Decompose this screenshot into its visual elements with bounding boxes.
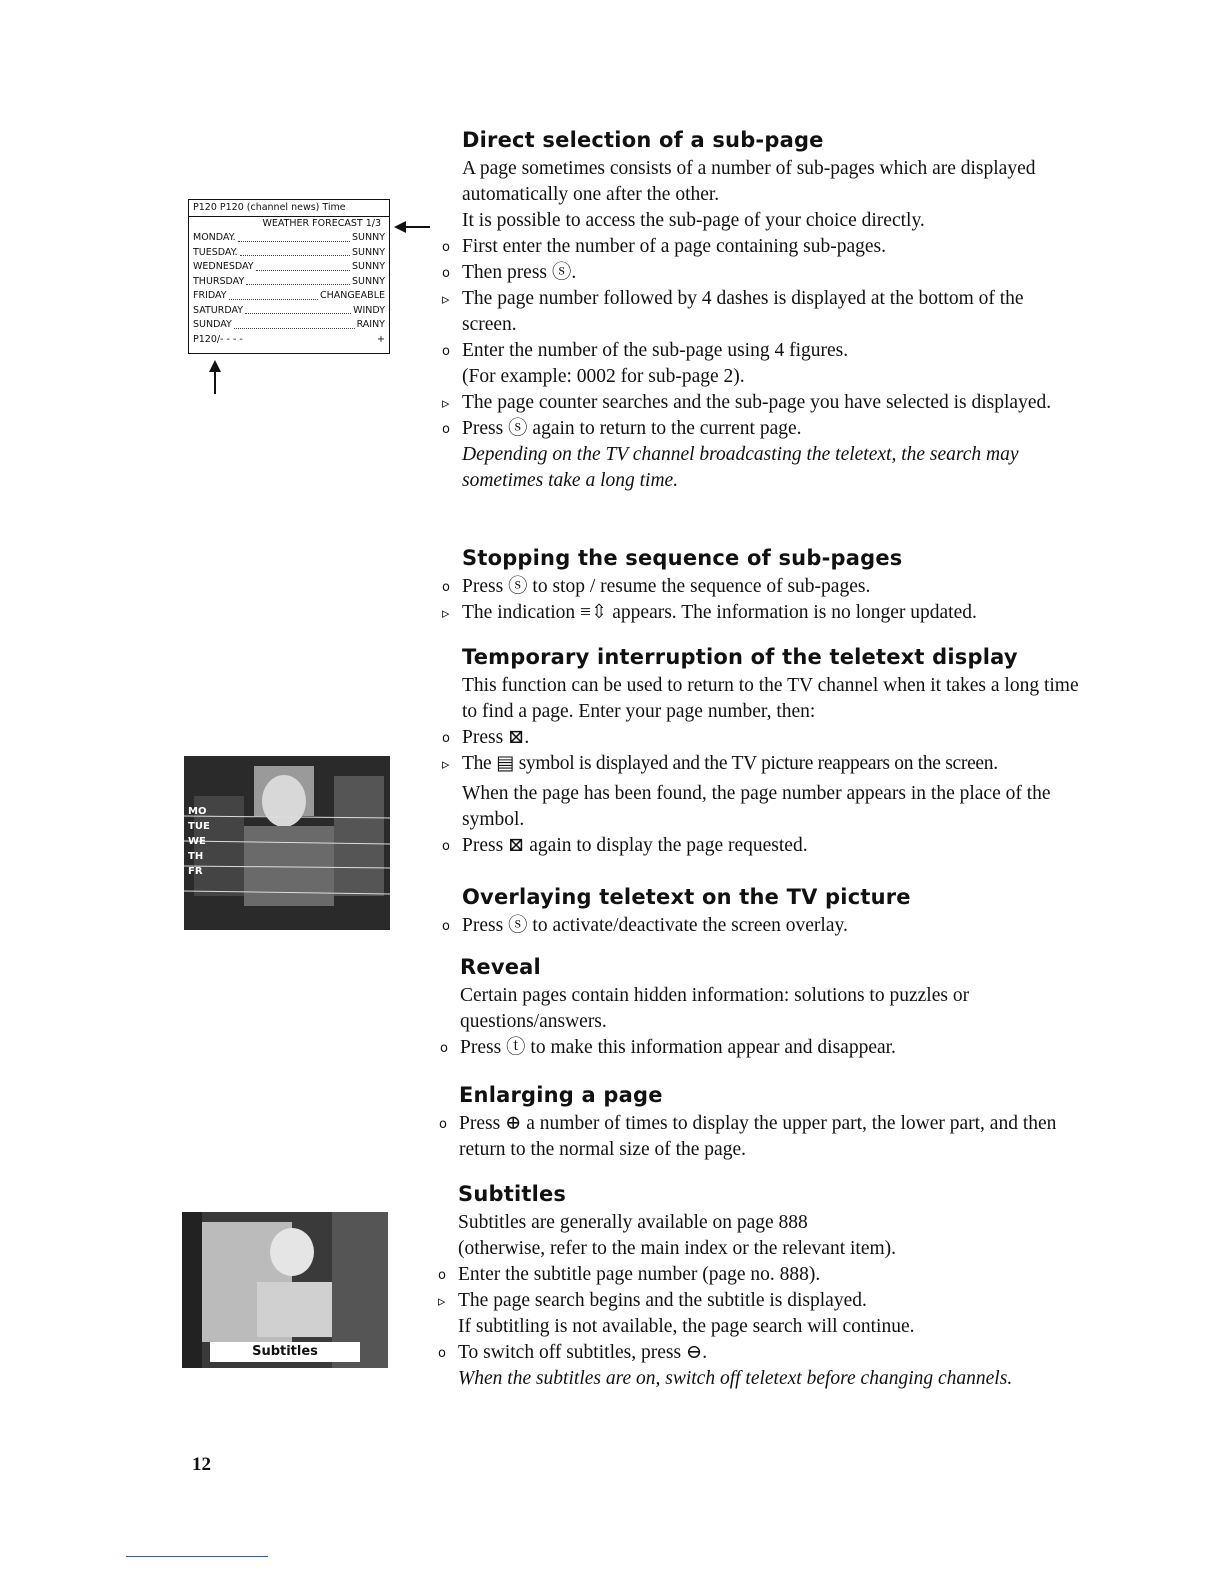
teletext-row: THURSDAY SUNNY xyxy=(193,275,385,287)
teletext-footer: P120/- - - - + xyxy=(193,333,385,345)
subtitle-illustration xyxy=(182,1212,388,1368)
teletext-row: FRIDAY CHANGEABLE xyxy=(193,290,385,301)
list-item: o Press ⊠. xyxy=(440,725,1090,751)
list-item: ▹ The page number followed by 4 dashes is displayed at the bottom of the screen. xyxy=(440,286,1080,338)
note: Depending on the TV channel broadcasting the teletext, the search may sometimes take a long time. xyxy=(462,444,1019,491)
teletext-row: SUNDAY RAINY xyxy=(193,319,385,330)
subtitle-caption: Subtitles xyxy=(210,1342,360,1362)
list-item: o Press ⓣ to make this information appear and disappear. xyxy=(438,1035,1078,1061)
paragraph: It is possible to access the sub-page of your choice directly. xyxy=(462,210,925,231)
list-item: o Enter the number of the sub-page using 4 figures. xyxy=(440,338,1080,364)
overlay-illustration xyxy=(184,756,390,930)
list-item: o Press ⊠ again to display the page requested. xyxy=(440,833,1090,859)
teletext-header: P120 P120 (channel news) Time xyxy=(189,201,389,217)
paragraph: When the page has been found, the page number appears in the place of the symbol. xyxy=(462,783,1051,830)
section-enlarging xyxy=(437,1083,1077,1163)
paragraph: Subtitles are generally available on page 888 xyxy=(458,1212,808,1233)
list-item: o Press ⓢ to stop / resume the sequence of sub-pages. xyxy=(440,574,1080,600)
paragraph: (otherwise, refer to the main index or the relevant item). xyxy=(458,1238,897,1259)
teletext-row: MONDAY. SUNNY xyxy=(193,232,385,243)
section-heading: Stopping the sequence of sub-pages xyxy=(462,546,903,570)
overlay-label: TH xyxy=(188,851,204,862)
paragraph: (For example: 0002 for sub-page 2). xyxy=(462,366,745,387)
overlay-label: WE xyxy=(188,836,206,847)
list-item: o Then press ⓢ. xyxy=(440,260,1080,286)
section-heading: Subtitles xyxy=(458,1182,567,1206)
section-direct-selection xyxy=(440,128,1080,494)
list-item: ▹ The page counter searches and the sub-page you have selected is displayed. xyxy=(440,390,1080,416)
list-item: ▹ The ▤ symbol is displayed and the TV picture reappears on the screen. xyxy=(440,751,1090,777)
teletext-row: SATURDAY WINDY xyxy=(193,304,385,316)
note: When the subtitles are on, switch off teletext before changing channels. xyxy=(458,1368,1013,1389)
list-item: o Press ⊕ a number of times to display the upper part, the lower part, and then return to the normal size of the page. xyxy=(437,1111,1077,1163)
teletext-row: TUESDAY. SUNNY xyxy=(193,246,385,258)
list-item: ▹ The indication ≡⇳ appears. The information is no longer updated. xyxy=(440,600,1080,626)
paragraph: This function can be used to return to the TV channel when it takes a long time to find a page. Enter your page number, then: xyxy=(462,675,1079,722)
list-item: o First enter the number of a page containing sub-pages. xyxy=(440,234,1080,260)
teletext-title: WEATHER FORECAST 1/3 xyxy=(262,217,381,229)
section-temporary xyxy=(440,645,1090,859)
overlay-label: TUE xyxy=(188,821,210,832)
overlay-label: MO xyxy=(188,806,207,817)
arrow-up-icon xyxy=(206,360,224,396)
section-heading: Temporary interruption of the teletext display xyxy=(462,645,1018,669)
section-stopping xyxy=(440,546,1080,626)
section-heading: Reveal xyxy=(460,955,541,979)
paragraph: If subtitling is not available, the page search will continue. xyxy=(458,1316,915,1337)
section-heading: Enlarging a page xyxy=(459,1083,663,1107)
paragraph: Certain pages contain hidden information: solutions to puzzles or questions/answers. xyxy=(460,985,970,1032)
list-item: o Press ⓢ again to return to the current page. xyxy=(440,416,1080,442)
arrow-left-icon xyxy=(392,220,432,234)
list-item: o To switch off subtitles, press ⊖. xyxy=(436,1340,1076,1366)
section-overlaying xyxy=(440,885,1080,939)
section-heading: Overlaying teletext on the TV picture xyxy=(462,885,911,909)
section-heading: Direct selection of a sub-page xyxy=(462,128,824,152)
bottom-rule xyxy=(126,1556,268,1557)
teletext-illustration xyxy=(188,199,390,354)
page-number: 12 xyxy=(192,1454,211,1475)
teletext-row: WEDNESDAY SUNNY xyxy=(193,261,385,272)
section-reveal xyxy=(438,955,1078,1061)
list-item: o Press ⓢ to activate/deactivate the screen overlay. xyxy=(440,913,1080,939)
overlay-label: FR xyxy=(188,866,203,877)
list-item: ▹ The page search begins and the subtitle is displayed. xyxy=(436,1288,1076,1314)
paragraph: A page sometimes consists of a number of sub-pages which are displayed automatically one after the other. xyxy=(462,158,1036,205)
section-subtitles xyxy=(436,1182,1076,1392)
list-item: o Enter the subtitle page number (page no. 888). xyxy=(436,1262,1076,1288)
